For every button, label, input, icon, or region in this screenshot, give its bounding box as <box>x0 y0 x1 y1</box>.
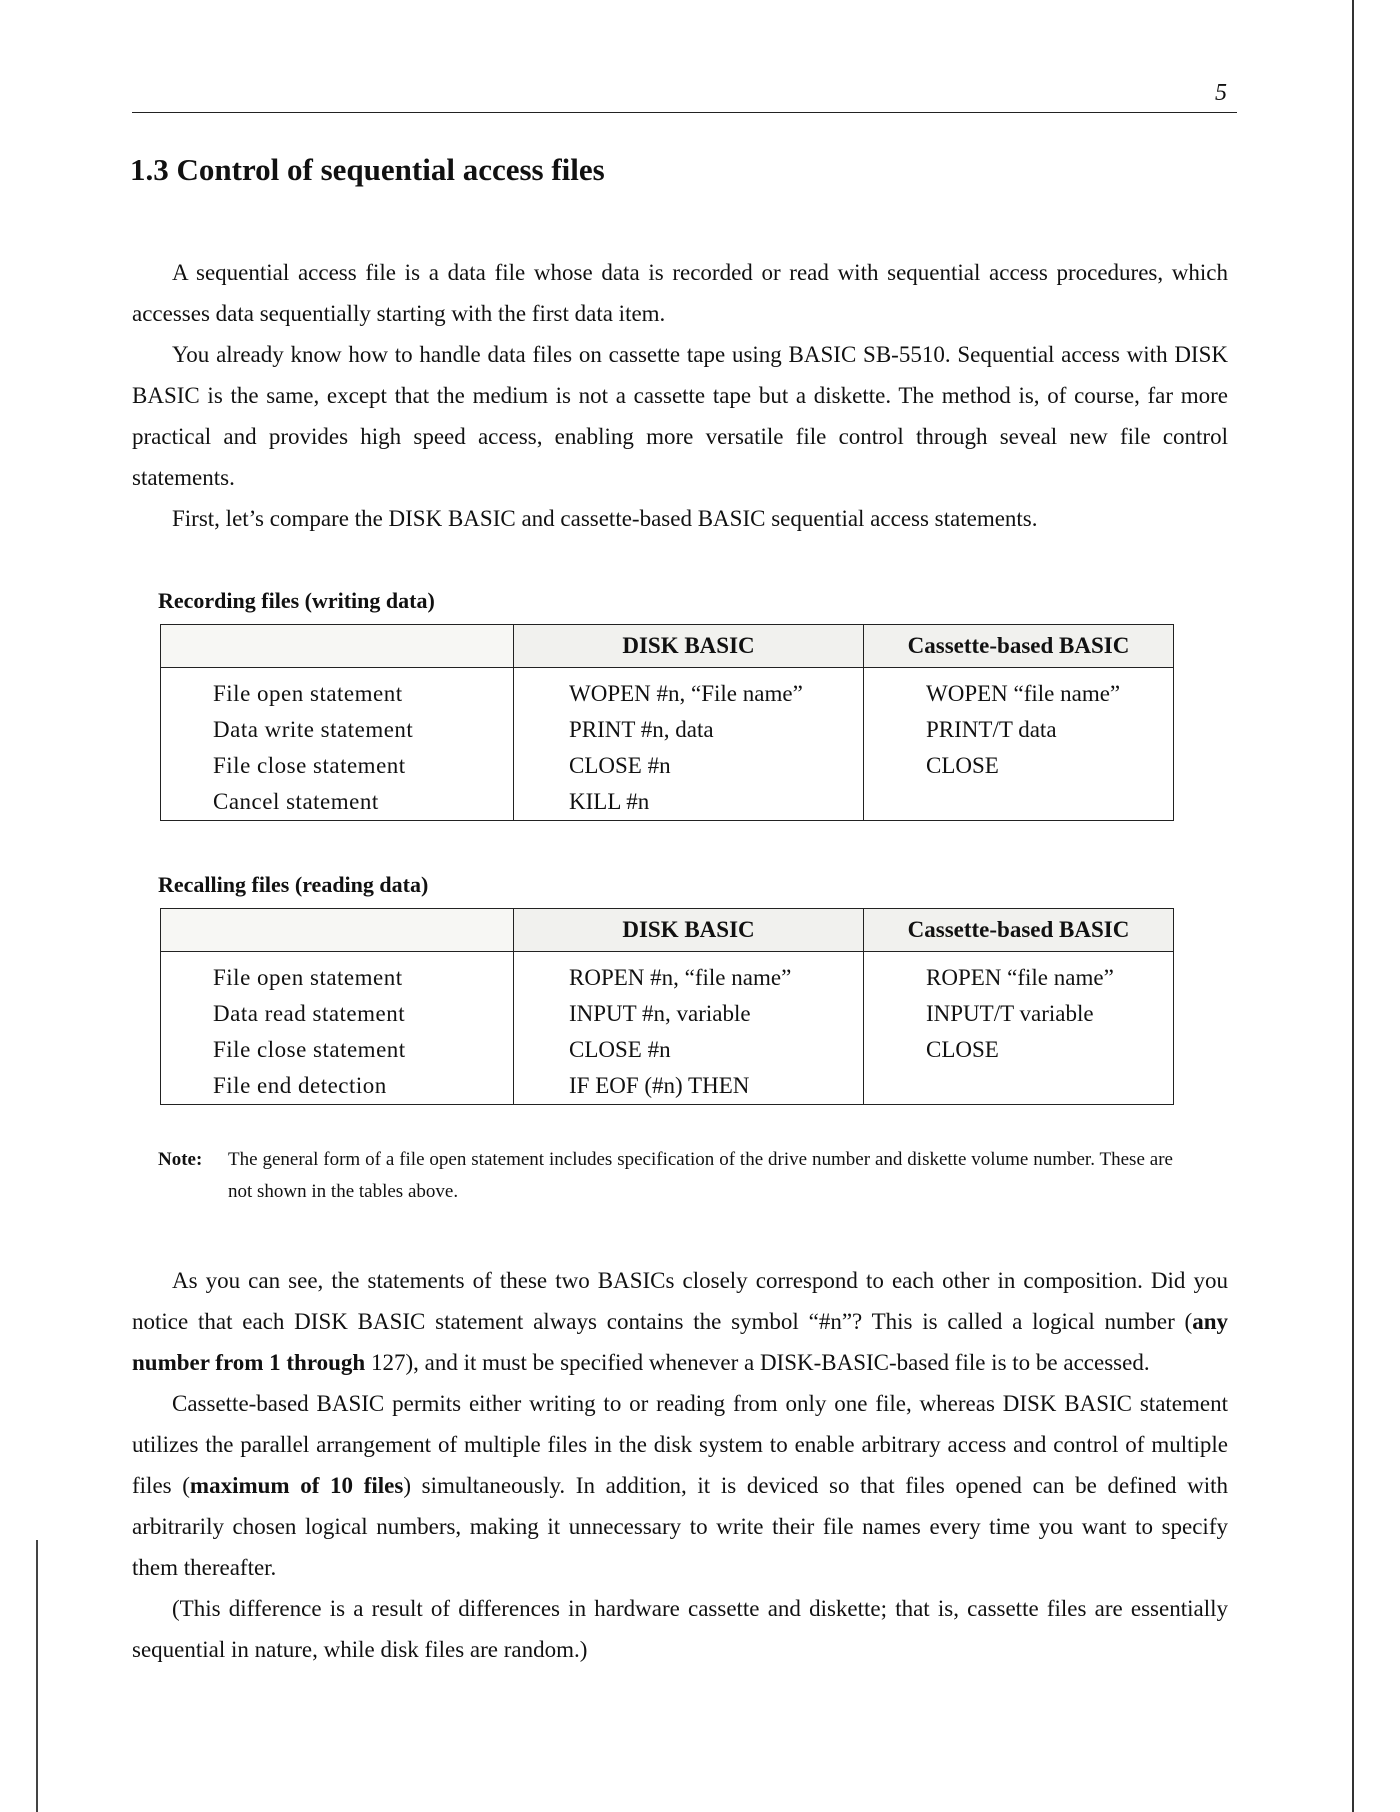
intro-text <box>132 252 1228 539</box>
table-row <box>161 712 1174 748</box>
section-title: 1.3 Control of sequential access files <box>130 152 605 187</box>
recalling-table-caption: Recalling files (reading data) <box>158 872 429 897</box>
table-row <box>161 784 1174 821</box>
table-cell: PRINT/T data <box>864 712 1174 748</box>
table-cell: INPUT #n, variable <box>514 996 864 1032</box>
table-cell: File close statement <box>213 753 406 778</box>
recording-table-caption: Recording files (writing data) <box>158 588 435 613</box>
emphasis-text: maximum of 10 files <box>189 1473 404 1498</box>
emphasis-text: any number from 1 through <box>132 1309 1228 1375</box>
table-header-row <box>161 625 1174 668</box>
header-cell <box>161 909 514 952</box>
table-cell: KILL #n <box>514 784 864 821</box>
intro-paragraph: You already know how to handle data files on cassette tape using BASIC SB-5510. Sequential access with DISK BASIC is the same, except that the medium is not a cassette tape but a diskette. The method is, of course, far more practical and provides high speed access, enabling more versatile file control through seveal new file control statements. <box>132 342 1228 490</box>
table-cell: CLOSE <box>864 1032 1174 1068</box>
scan-margin-line <box>36 1540 38 1812</box>
table-cell: File end detection <box>213 1073 387 1098</box>
header-cell: Cassette-based BASIC <box>864 625 1174 668</box>
scan-edge-line <box>1352 0 1354 1812</box>
table-cell: ROPEN #n, “file name” <box>514 952 864 997</box>
intro-paragraph: First, let’s compare the DISK BASIC and cassette-based BASIC sequential access statements. <box>172 506 1038 531</box>
header-cell <box>161 625 514 668</box>
header-cell: DISK BASIC <box>514 625 864 668</box>
table-cell: CLOSE #n <box>514 1032 864 1068</box>
table-cell: Data read statement <box>213 1001 406 1026</box>
table-cell: ROPEN “file name” <box>864 952 1174 997</box>
table-cell: CLOSE #n <box>514 748 864 784</box>
table-cell: WOPEN #n, “File name” <box>514 668 864 713</box>
discussion-paragraph <box>132 1260 1228 1383</box>
table-cell: File open statement <box>213 965 403 990</box>
table-cell: WOPEN “file name” <box>864 668 1174 713</box>
discussion-text <box>132 1260 1228 1670</box>
note <box>158 1144 1178 1208</box>
paragraph-text: Cassette-based BASIC permits either writing to or reading from only one file, whereas DISK BASIC statement utilizes the parallel arrangement of multiple files in the disk system to enable arbitrary access and control of multiple files ( <box>132 1391 1228 1498</box>
header-cell: Cassette-based BASIC <box>864 909 1174 952</box>
table-cell: IF EOF (#n) THEN <box>514 1068 864 1105</box>
table-cell: INPUT/T variable <box>864 996 1174 1032</box>
header-cell: DISK BASIC <box>514 909 864 952</box>
discussion-paragraph <box>132 1383 1228 1588</box>
table-row <box>161 996 1174 1032</box>
table-cell: PRINT #n, data <box>514 712 864 748</box>
table-row <box>161 952 1174 997</box>
table-row <box>161 1068 1174 1105</box>
table-row <box>161 1032 1174 1068</box>
table-cell: Cancel statement <box>213 789 379 814</box>
paragraph-text: ) simultaneously. In addition, it is deviced so that files opened can be defined with arbitrarily chosen logical numbers, making it unnecessary to write their file names every time you want to specify them thereafter. <box>132 1473 1229 1580</box>
paragraph-text: As you can see, the statements of these two BASICs closely correspond to each other in composition. Did you notice that each DISK BASIC statement always contains the symbol “#n”? This is called a logical number ( <box>132 1268 1228 1334</box>
recording-table <box>160 624 1174 821</box>
table-cell: File open statement <box>213 681 403 706</box>
table-cell: Data write statement <box>213 717 414 742</box>
page-number: 5 <box>1215 80 1227 106</box>
table-header-row <box>161 909 1174 952</box>
table-cell <box>864 1068 1174 1105</box>
note-label: Note: <box>158 1149 203 1170</box>
table-row <box>161 748 1174 784</box>
intro-paragraph: A sequential access file is a data file whose data is recorded or read with sequential access procedures, which accesses data sequentially starting with the first data item. <box>132 260 1228 326</box>
recalling-table <box>160 908 1174 1105</box>
note-text: The general form of a file open statement includes specification of the drive number and diskette volume number. These are not shown in the tables above. <box>228 1149 1173 1202</box>
table-row <box>161 668 1174 713</box>
header-rule <box>132 112 1237 113</box>
table-cell: File close statement <box>213 1037 406 1062</box>
table-cell <box>864 784 1174 821</box>
paragraph-text: 127), and it must be specified whenever a DISK-BASIC-based file is to be accessed. <box>365 1350 1150 1375</box>
table-cell: CLOSE <box>864 748 1174 784</box>
discussion-paragraph: (This difference is a result of differences in hardware cassette and diskette; that is, cassette files are essentially sequential in nature, while disk files are random.) <box>132 1596 1228 1662</box>
